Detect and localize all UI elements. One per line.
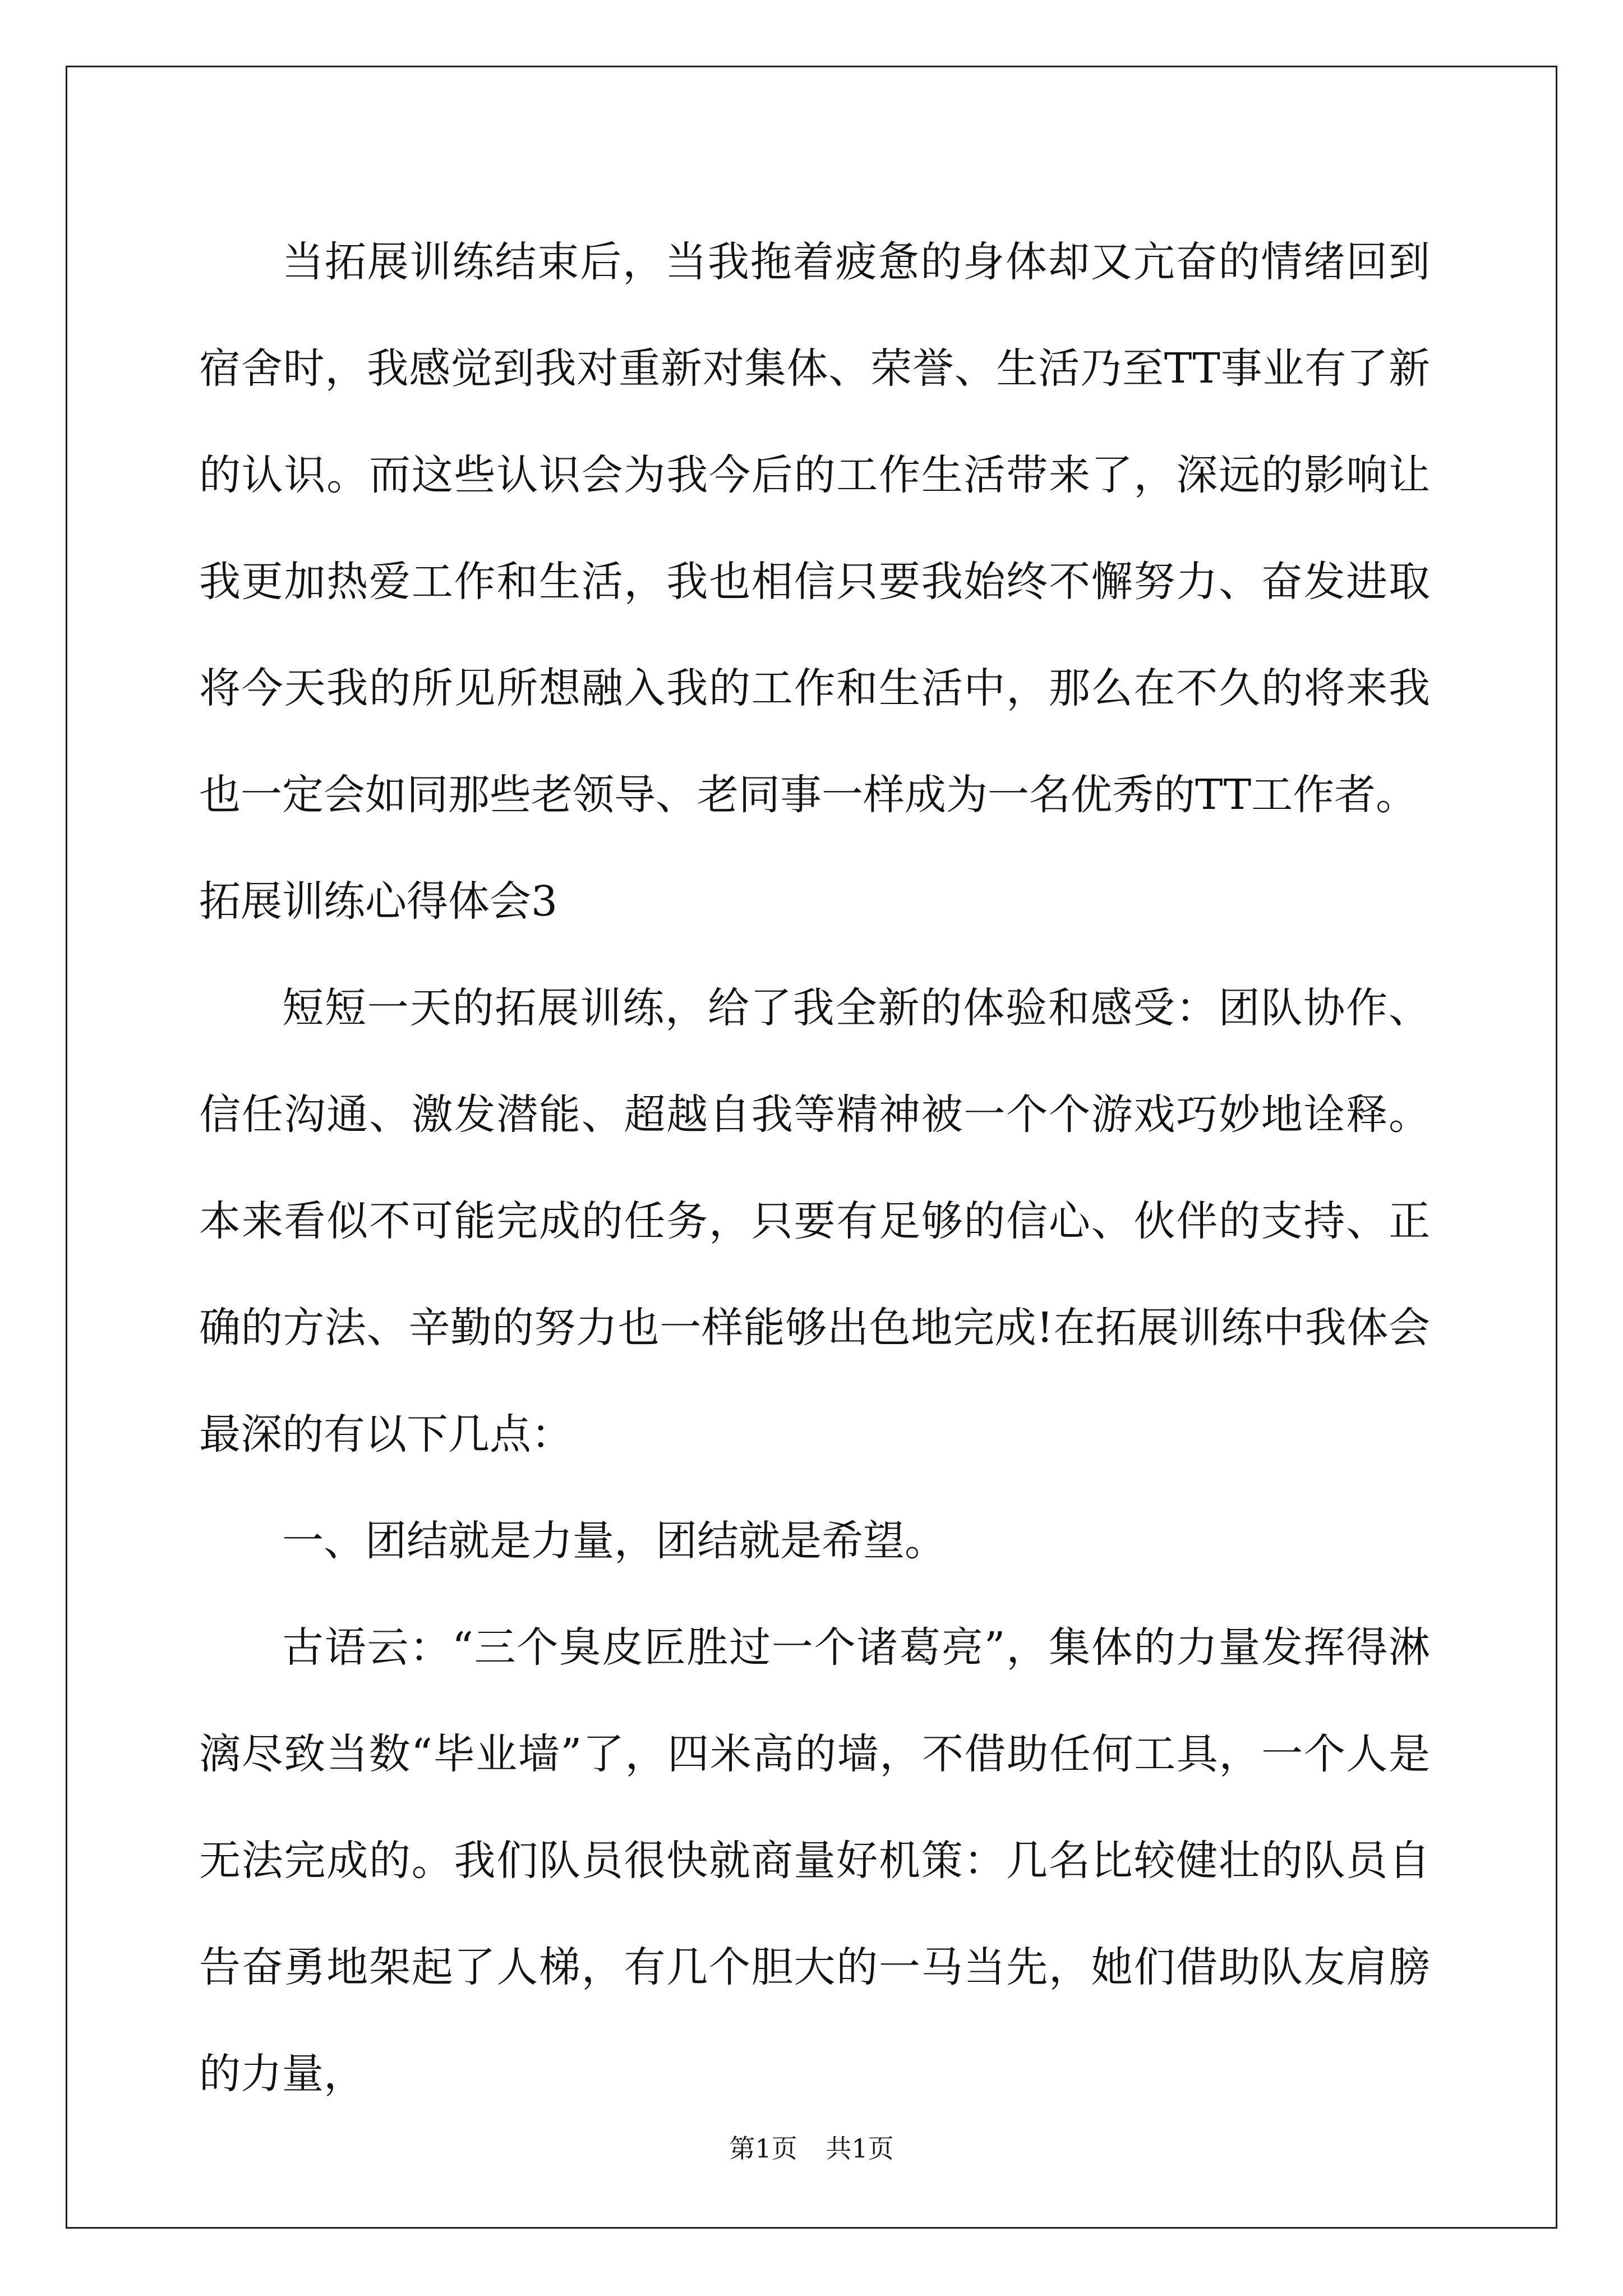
page-number-total: 共1页 (826, 2133, 894, 2164)
paragraph-2: 短短一天的拓展训练，给了我全新的体验和感受：团队协作、信任沟通、激发潜能、超越自我等精神被一个个游戏巧妙地诠释。本来看似不可能完成的任务，只要有足够的信心、伙伴的支持、正确的方法、辛勤的努力也一样能够出色地完成!在拓展训练中我体会最深的有以下几点： (199, 984, 1430, 1458)
paragraph-3: 一、团结就是力量，团结就是希望。 (282, 1517, 946, 1565)
document-body (199, 209, 1430, 2127)
section-heading: 拓展训练心得体会3 (199, 877, 558, 926)
paragraph-4: 古语云：“三个臭皮匠胜过一个诸葛亮”，集体的力量发挥得淋漓尽致当数“毕业墙”了，四米高的墙，不借助任何工具，一个人是无法完成的。我们队员很快就商量好机策：几名比较健壮的队员自告奋勇地架起了人梯，有几个胆大的一马当先，她们借助队友肩膀的力量， (199, 1623, 1430, 2098)
page-number-current: 第1页 (729, 2133, 797, 2164)
paragraph-1: 当拓展训练结束后，当我拖着疲惫的身体却又亢奋的情绪回到宿舍时，我感觉到我对重新对集体、荣誉、生活乃至TT事业有了新的认识。而这些认识会为我今后的工作生活带来了，深远的影响让我更加热爱工作和生活，我也相信只要我始终不懈努力、奋发进取将今天我的所见所想融入我的工作和生活中，那么在不久的将来我也一定会如同那些老领导、老同事一样成为一名优秀的TT工作者。 (199, 238, 1430, 819)
page-footer (0, 2132, 1623, 2165)
